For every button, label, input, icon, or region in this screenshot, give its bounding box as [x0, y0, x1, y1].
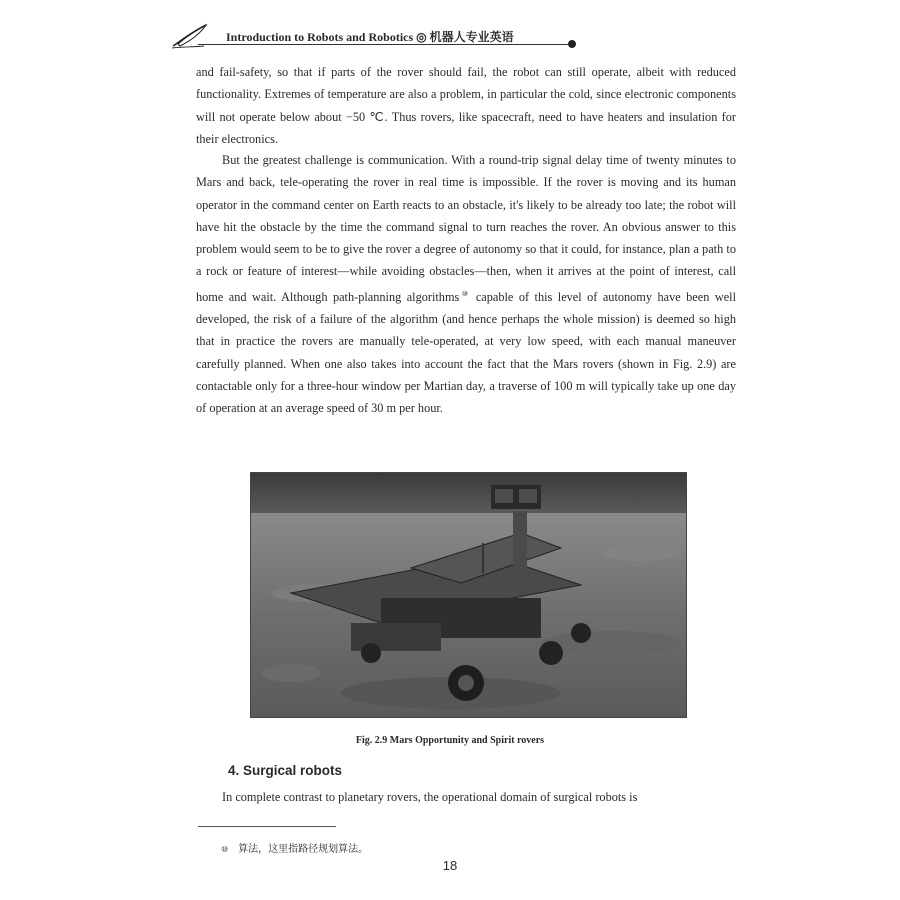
section-heading: 4. Surgical robots — [228, 763, 343, 778]
footnote-reference: ⑩ — [459, 289, 471, 298]
footnote-mark: ⑩ — [221, 845, 229, 854]
header-rule — [198, 44, 574, 45]
figure-caption: Fig. 2.9 Mars Opportunity and Spirit rovers — [355, 735, 545, 746]
footnote — [221, 840, 368, 855]
paragraph-2-text-a: But the greatest challenge is communication. With a round-trip signal delay time of twenty minutes to Mars and back, tele-operating the rover in real time is impossible. If the rover is moving and its human operator in the command center on Earth reacts to an obstacle, it's likely to be already too late; the robot will have hit the obstacle by the time the command signal to turn reaches the rover. An obvious answer to this problem would seem to be to give the rover a degree of autonomy so that it could, for instance, plan a path to a rock or feature of interest—while avoiding obstacles—then, when it arrives at the point of interest, call home and wait. Although path-planning algorithms — [196, 153, 736, 304]
paragraph-1 — [196, 61, 736, 150]
running-header — [168, 22, 580, 50]
paragraph-2-text-b: capable of this level of autonomy have been well developed, the risk of a failure of the algorithm (and hence perhaps the whole mission) is deemed so high that in practice the rovers are manually tele-operated, at very low speed, with each manual maneuver carefully planned. When one also takes into account the fact that the Mars rovers (shown in Fig. 2.9) are contactable only for a three-hour window per Martian day, a traverse of 100 m will typically take up one day of operation at an average speed of 30 m per hour. — [196, 289, 736, 416]
footnote-text: 算法，这里指路径规划算法。 — [238, 844, 369, 855]
paragraph-3-text: In complete contrast to planetary rovers, the operational domain of surgical robots is — [222, 790, 638, 804]
header-title: Introduction to Robots and Robotics ◎ 机器人专业英语 — [226, 30, 514, 44]
mars-rover-image — [251, 473, 687, 718]
paragraph-1-text: and fail-safety, so that if parts of the rover should fail, the robot can still operate, albeit with reduced functionality. Extremes of temperature are also a problem, in particular the cold, since electronic components will not operate below about −50 ℃. Thus rovers, like spacecraft, need to have heaters and insulation for their electronics. — [196, 65, 736, 146]
header-dot — [568, 40, 576, 48]
paragraph-2 — [196, 149, 736, 420]
footnote-rule — [198, 826, 336, 827]
quill-pen-icon — [170, 22, 210, 50]
page-number: 18 — [442, 858, 458, 873]
paragraph-3 — [196, 786, 736, 808]
mars-rover-figure — [250, 472, 687, 718]
